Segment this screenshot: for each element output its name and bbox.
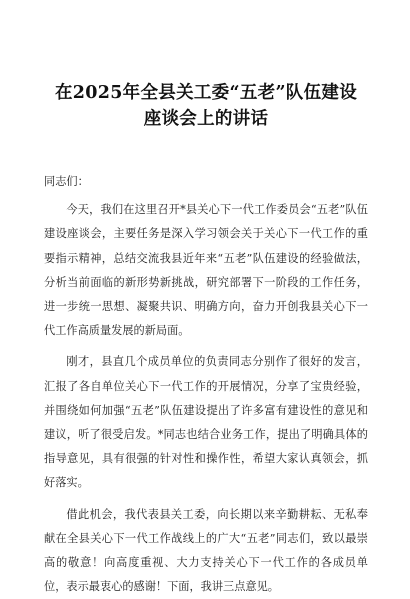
- document-title: [44, 80, 368, 132]
- paragraph-1: 今天，我们在这里召开*县关心下一代工作委员会“五老”队伍建设座谈会，主要任务是深入学习领会关于关心下一代工作的重要指示精神，总结交流我县近年来“五老”队伍建设的经验做法，分析当前面临的新形势新挑战，研究部署下一阶段的工作任务，进一步统一思想、凝聚共识、明确方向，奋力开创我县关心下一代工作高质量发展的新局面。: [44, 203, 368, 338]
- document-body: [44, 170, 368, 599]
- salutation: 同志们：: [44, 175, 89, 188]
- title-line-2: 座谈会上的讲话: [143, 109, 269, 129]
- paragraph-2: 刚才，县直几个成员单位的负责同志分别作了很好的发言，汇报了各自单位关心下一代工作的开展情况，分享了宝贵经验，并围绕如何加强“五老”队伍建设提出了许多富有建设性的意见和建议，听了很受启发。*同志也结合业务工作，提出了明确具体的指导意见，具有很强的针对性和操作性，希望大家认真领会，抓好落实。: [44, 355, 368, 490]
- title-line-1: 在2025年全县关工委“五老”队伍建设: [54, 83, 358, 103]
- paragraph-3: 借此机会，我代表县关工委，向长期以来辛勤耕耘、无私奉献在全县关心下一代工作战线上的广大“五老”同志们，致以最崇高的敬意！向高度重视、大力支持关心下一代工作的各成员单位，表示最衷心的感谢！下面，我讲三点意见。: [44, 507, 368, 594]
